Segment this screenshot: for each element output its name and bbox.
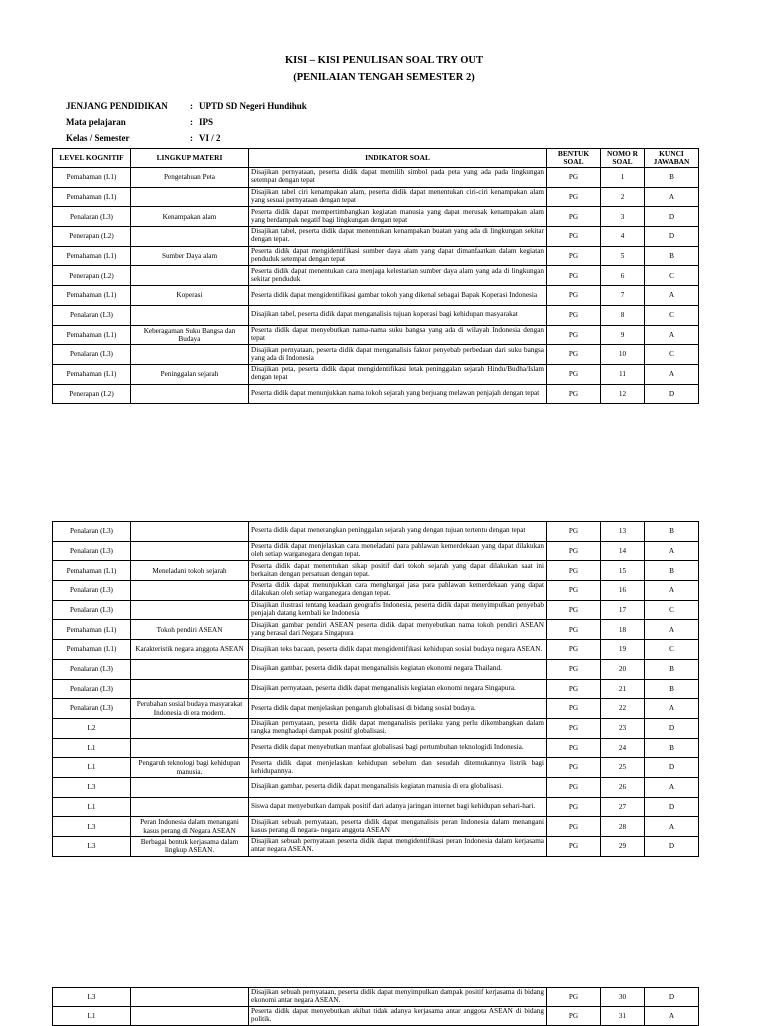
kunci-cell: C [645,266,699,286]
indikator-cell: Peserta didik dapat menentukan cara menjaga kelestarian sumber daya alam yang ada di lingkungan sekitar penduduk [249,266,547,286]
bentuk-cell: PG [547,718,601,738]
bentuk-cell: PG [547,266,601,286]
document-subtitle: (PENILAIAN TENGAH SEMESTER 2) [293,72,475,83]
materi-cell [131,718,249,738]
kunci-cell: B [645,561,699,581]
level-cell: Penalaran (L3) [53,305,131,325]
bentuk-cell: PG [547,561,601,581]
materi-cell [131,227,249,247]
indikator-cell: Peserta didik dapat menentukan sikap positif dari tokoh sejarah yang dapat dilakukan saat ini berkaitan dengan persatuan dengan tepat. [249,561,547,581]
kunci-cell: B [645,679,699,699]
table-row [53,345,699,365]
level-cell: Pemahaman (L1) [53,286,131,306]
kunci-cell: D [645,837,699,857]
indikator-cell: Disajikan gambar, peserta didik dapat menganalisis kegiatan ekonomi negara Thailand. [249,659,547,679]
kunci-cell: A [645,541,699,561]
kunci-cell: A [645,325,699,345]
materi-cell: Sumber Daya alam [131,246,249,266]
kisi-table-3 [52,987,699,1026]
kunci-cell: C [645,600,699,620]
level-cell: L3 [53,837,131,857]
materi-cell [131,345,249,365]
level-cell: Penalaran (L3) [53,659,131,679]
level-cell: Pemahaman (L1) [53,620,131,640]
table-row [53,561,699,581]
kisi-table-1 [52,148,699,404]
bentuk-cell: PG [547,988,601,1007]
nomor-cell: 11 [601,364,645,384]
materi-cell: Pengetahuan Peta [131,168,249,188]
indikator-cell: Peserta didik dapat mengidentifikasi gambar tokoh yang dikenal sebagai Bapak Koperasi Indonesia [249,286,547,306]
indikator-cell: Siswa dapat menyebutkan dampak positif dari adanya jaringan internet bagi kehidupan sehari-hari. [249,797,547,817]
kunci-cell: C [645,640,699,660]
kunci-cell: B [645,659,699,679]
nomor-cell: 19 [601,640,645,660]
kunci-cell: C [645,345,699,365]
nomor-cell: 18 [601,620,645,640]
meta-label: JENJANG PENDIDIKAN [66,101,168,111]
nomor-cell: 27 [601,797,645,817]
level-cell: Pemahaman (L1) [53,561,131,581]
bentuk-cell: PG [547,777,601,797]
table-row [53,522,699,542]
bentuk-cell: PG [547,246,601,266]
bentuk-cell: PG [547,541,601,561]
indikator-cell: Peserta didik dapat menjelaskan pengaruh globalisasi di bidang sosial budaya. [249,699,547,719]
meta-colon: : [190,117,193,127]
materi-cell [131,988,249,1007]
bentuk-cell: PG [547,207,601,227]
bentuk-cell: PG [547,522,601,542]
level-cell: L1 [53,738,131,758]
materi-cell: Karakteristik negara anggota ASEAN [131,640,249,660]
kunci-cell: C [645,305,699,325]
kunci-cell: B [645,738,699,758]
table-row [53,758,699,778]
kunci-cell: A [645,187,699,207]
indikator-cell: Disajikan tabel ciri kenampakan alam, peserta didik dapat menentukan ciri-ciri kenampakan alam yang sesuai pernyataan dengan tepat [249,187,547,207]
level-cell: L1 [53,1007,131,1026]
table-row [53,738,699,758]
indikator-cell: Disajikan ilustrasi tentang keadaan geografis Indonesia, peserta didik dapat menyimpulkan penyebab penjajah datang kembali ke Indonesia [249,600,547,620]
kisi-table-2 [52,521,699,857]
document-title: KISI – KISI PENULISAN SOAL TRY OUT [284,55,484,66]
nomor-cell: 22 [601,699,645,719]
materi-cell: Peran Indonesia dalam menangani kasus perang di Negara ASEAN [131,817,249,837]
nomor-cell: 6 [601,266,645,286]
kunci-cell: A [645,286,699,306]
level-cell: Penerapan (L2) [53,266,131,286]
kunci-cell: A [645,620,699,640]
level-cell: Penalaran (L3) [53,345,131,365]
nomor-cell: 23 [601,718,645,738]
indikator-cell: Disajikan tabel, peserta didik dapat menganalisis tujuan koperasi bagi kehidupan masyarakat [249,305,547,325]
nomor-cell: 13 [601,522,645,542]
nomor-cell: 24 [601,738,645,758]
bentuk-cell: PG [547,345,601,365]
indikator-cell: Disajikan peta, peserta didik dapat mengidentifikasi letak peninggalan sejarah Hindu/Budha/Islam dengan tepat [249,364,547,384]
materi-cell: Peninggalan sejarah [131,364,249,384]
indikator-cell: Peserta didik dapat menjelaskan cara meneladani para pahlawan kemerdekaan yang dapat dilakukan oleh setiap warganegara dengan tepat. [249,541,547,561]
nomor-cell: 30 [601,988,645,1007]
level-cell: Penalaran (L3) [53,600,131,620]
nomor-cell: 7 [601,286,645,306]
level-cell: Penalaran (L3) [53,541,131,561]
nomor-cell: 2 [601,187,645,207]
table-row [53,699,699,719]
nomor-cell: 1 [601,168,645,188]
table-row [53,266,699,286]
level-cell: Pemahaman (L1) [53,640,131,660]
level-cell: Penalaran (L3) [53,699,131,719]
bentuk-cell: PG [547,305,601,325]
indikator-cell: Disajikan pernyataan, peserta didik dapat menganalisis perilaku yang perlu dikembangkan dalam rangka menghadapi dampak positif globalisasi. [249,718,547,738]
table-row [53,679,699,699]
table-row [53,620,699,640]
bentuk-cell: PG [547,600,601,620]
bentuk-cell: PG [547,227,601,247]
nomor-cell: 3 [601,207,645,227]
level-cell: Penerapan (L2) [53,384,131,404]
bentuk-cell: PG [547,187,601,207]
table-row [53,988,699,1007]
table-row [53,227,699,247]
bentuk-cell: PG [547,581,601,601]
materi-cell [131,541,249,561]
bentuk-cell: PG [547,817,601,837]
indikator-cell: Disajikan sebuah pernyataan peserta didik dapat mengidentifikasi peran Indonesia dalam kerjasama antar negara ASEAN. [249,837,547,857]
table-row [53,777,699,797]
level-cell: Pemahaman (L1) [53,246,131,266]
table-row [53,384,699,404]
table-row [53,600,699,620]
col-bentuk-soal: BENTUK SOAL [547,149,601,168]
table-row [53,541,699,561]
nomor-cell: 4 [601,227,645,247]
materi-cell [131,522,249,542]
level-cell: Pemahaman (L1) [53,325,131,345]
bentuk-cell: PG [547,640,601,660]
meta-colon: : [190,101,193,111]
indikator-cell: Disajikan teks bacaan, peserta didik dapat mengidentifikasi kehidupan sosial budaya negara ASEAN. [249,640,547,660]
materi-cell [131,797,249,817]
bentuk-cell: PG [547,384,601,404]
nomor-cell: 21 [601,679,645,699]
nomor-cell: 26 [601,777,645,797]
level-cell: L2 [53,718,131,738]
indikator-cell: Disajikan sebuah pernyataan, peserta didik dapat menganalisis peran Indonesia dalam menangani kasus perang di negara- negara anggota ASEAN [249,817,547,837]
materi-cell: Keberagaman Suku Bangsa dan Budaya [131,325,249,345]
kunci-cell: A [645,817,699,837]
table-row [53,797,699,817]
kunci-cell: D [645,384,699,404]
materi-cell [131,1007,249,1026]
materi-cell: Tokoh pendiri ASEAN [131,620,249,640]
level-cell: Pemahaman (L1) [53,187,131,207]
table-row [53,640,699,660]
table-row [53,168,699,188]
bentuk-cell: PG [547,364,601,384]
materi-cell [131,266,249,286]
materi-cell: Kenampakan alam [131,207,249,227]
indikator-cell: Peserta didik dapat mempertimbangkan kegiatan manusia yang dapat merusak kenampakan alam yang berdampak negatif bagi lingkungan dengan tepat [249,207,547,227]
table-row [53,659,699,679]
kunci-cell: D [645,797,699,817]
kunci-cell: B [645,168,699,188]
table-row [53,1007,699,1026]
level-cell: Penalaran (L3) [53,679,131,699]
materi-cell [131,384,249,404]
meta-jenjang [66,101,307,111]
nomor-cell: 9 [601,325,645,345]
materi-cell: Meneladani tokoh sejarah [131,561,249,581]
col-lingkup-materi: LINGKUP MATERI [131,149,249,168]
level-cell: Penalaran (L3) [53,581,131,601]
table-row [53,325,699,345]
nomor-cell: 25 [601,758,645,778]
nomor-cell: 12 [601,384,645,404]
meta-label: Mata pelajaran [66,117,126,127]
indikator-cell: Disajikan pernyataan, peserta didik dapat menganalisis faktor penyebab perbedaan dari suku bangsa yang ada di Indonesia [249,345,547,365]
bentuk-cell: PG [547,1007,601,1026]
bentuk-cell: PG [547,738,601,758]
meta-label: Kelas / Semester [66,133,130,143]
kunci-cell: D [645,758,699,778]
nomor-cell: 15 [601,561,645,581]
indikator-cell: Disajikan tabel, peserta didik dapat menentukan kenampakan buatan yang ada di lingkungan sekitar dengan tepat. [249,227,547,247]
bentuk-cell: PG [547,620,601,640]
kunci-cell: D [645,988,699,1007]
meta-colon: : [190,133,193,143]
meta-value: IPS [199,117,214,127]
bentuk-cell: PG [547,679,601,699]
materi-cell [131,187,249,207]
table-row [53,837,699,857]
indikator-cell: Disajikan gambar, peserta didik dapat menganalisis kegiatan manusia di era globalisasi. [249,777,547,797]
level-cell: L1 [53,797,131,817]
indikator-cell: Disajikan pernyataan, peserta didik dapat memilih simbol pada peta yang ada pada lingkungan setempat dengan tepat [249,168,547,188]
nomor-cell: 17 [601,600,645,620]
materi-cell: Perubahan sosial budaya masyarakat Indonesia di era modern. [131,699,249,719]
level-cell: L1 [53,758,131,778]
bentuk-cell: PG [547,758,601,778]
bentuk-cell: PG [547,837,601,857]
nomor-cell: 28 [601,817,645,837]
materi-cell: Koperasi [131,286,249,306]
materi-cell [131,659,249,679]
nomor-cell: 10 [601,345,645,365]
materi-cell [131,581,249,601]
col-indikator-soal: INDIKATOR SOAL [249,149,547,168]
kunci-cell: B [645,246,699,266]
nomor-cell: 31 [601,1007,645,1026]
kunci-cell: A [645,581,699,601]
col-nomor-soal: NOMO R SOAL [601,149,645,168]
level-cell: Penalaran (L3) [53,207,131,227]
level-cell: L3 [53,777,131,797]
indikator-cell: Disajikan sebuah pernyataan, peserta didik dapat menyimpulkan dampak positif kerjasama di bidang ekonomi antar negara ASEAN. [249,988,547,1007]
table-row [53,364,699,384]
col-kunci-jawaban: KUNCI JAWABAN [645,149,699,168]
table-row [53,817,699,837]
level-cell: Pemahaman (L1) [53,168,131,188]
nomor-cell: 14 [601,541,645,561]
nomor-cell: 29 [601,837,645,857]
kunci-cell: A [645,777,699,797]
meta-kelas [66,133,221,143]
kunci-cell: D [645,207,699,227]
indikator-cell: Disajikan gambar pendiri ASEAN peserta didik dapat menyebutkan nama tokoh pendiri ASEAN yang berasal dari Negara Singapura [249,620,547,640]
kunci-cell: D [645,227,699,247]
nomor-cell: 16 [601,581,645,601]
kunci-cell: B [645,522,699,542]
nomor-cell: 8 [601,305,645,325]
indikator-cell: Peserta didik dapat menerangkan peninggalan sejarah yang dengan tujuan tertentu dengan tepat [249,522,547,542]
bentuk-cell: PG [547,699,601,719]
table-row [53,718,699,738]
materi-cell: Pengaruh teknologi bagi kehidupan manusia. [131,758,249,778]
col-level-kognitif: LEVEL KOGNITIF [53,149,131,168]
bentuk-cell: PG [547,325,601,345]
level-cell: Pemahaman (L1) [53,364,131,384]
nomor-cell: 20 [601,659,645,679]
kunci-cell: D [645,718,699,738]
bentuk-cell: PG [547,659,601,679]
meta-mapel [66,117,213,127]
materi-cell: Berbagai bentuk kerjasama dalam lingkup ASEAN. [131,837,249,857]
bentuk-cell: PG [547,168,601,188]
table-row [53,581,699,601]
level-cell: L3 [53,988,131,1007]
indikator-cell: Peserta didik dapat menunjukkan nama tokoh sejarah yang berjuang melawan penjajah dengan tepat [249,384,547,404]
table-row [53,246,699,266]
table-row [53,187,699,207]
indikator-cell: Disajikan pernyataan, peserta didik dapat menganalisis kegiatan ekonomi negara Singapura. [249,679,547,699]
table-row [53,207,699,227]
kunci-cell: A [645,364,699,384]
materi-cell [131,738,249,758]
level-cell: L3 [53,817,131,837]
materi-cell [131,679,249,699]
kunci-cell: A [645,1007,699,1026]
materi-cell [131,305,249,325]
kunci-cell: A [645,699,699,719]
indikator-cell: Peserta didik dapat menyebutkan nama-nama suku bangsa yang ada di wilayah Indonesia dengan tepat [249,325,547,345]
indikator-cell: Peserta didik dapat menjelaskan kehidupan sebelum dan sesudah ditemukannya listrik bagi kehidupannya. [249,758,547,778]
indikator-cell: Peserta didik dapat mengidentifikasi sumber daya alam yang dapat dimanfaatkan dalam kegiatan penduduk setempat dengan tepat [249,246,547,266]
bentuk-cell: PG [547,286,601,306]
indikator-cell: Peserta didik dapat menunjukkan cara menghargai jasa para pahlawan kemerdekaan yang dapat dilakukan oleh setiap warganegara dengan tepat. [249,581,547,601]
table-row [53,305,699,325]
indikator-cell: Peserta didik dapat menyebutkan manfaat globalisasi bagi pertumbuhan teknologidi Indonesia. [249,738,547,758]
meta-value: UPTD SD Negeri Hundihuk [199,101,307,111]
nomor-cell: 5 [601,246,645,266]
indikator-cell: Peserta didik dapat menyebutkan akibat tidak adanya kerjasama antar anggota ASEAN di bidang politik. [249,1007,547,1026]
materi-cell [131,600,249,620]
level-cell: Penalaran (L3) [53,522,131,542]
table-row [53,286,699,306]
materi-cell [131,777,249,797]
level-cell: Penerapan (L2) [53,227,131,247]
meta-value: VI / 2 [199,133,221,143]
bentuk-cell: PG [547,797,601,817]
